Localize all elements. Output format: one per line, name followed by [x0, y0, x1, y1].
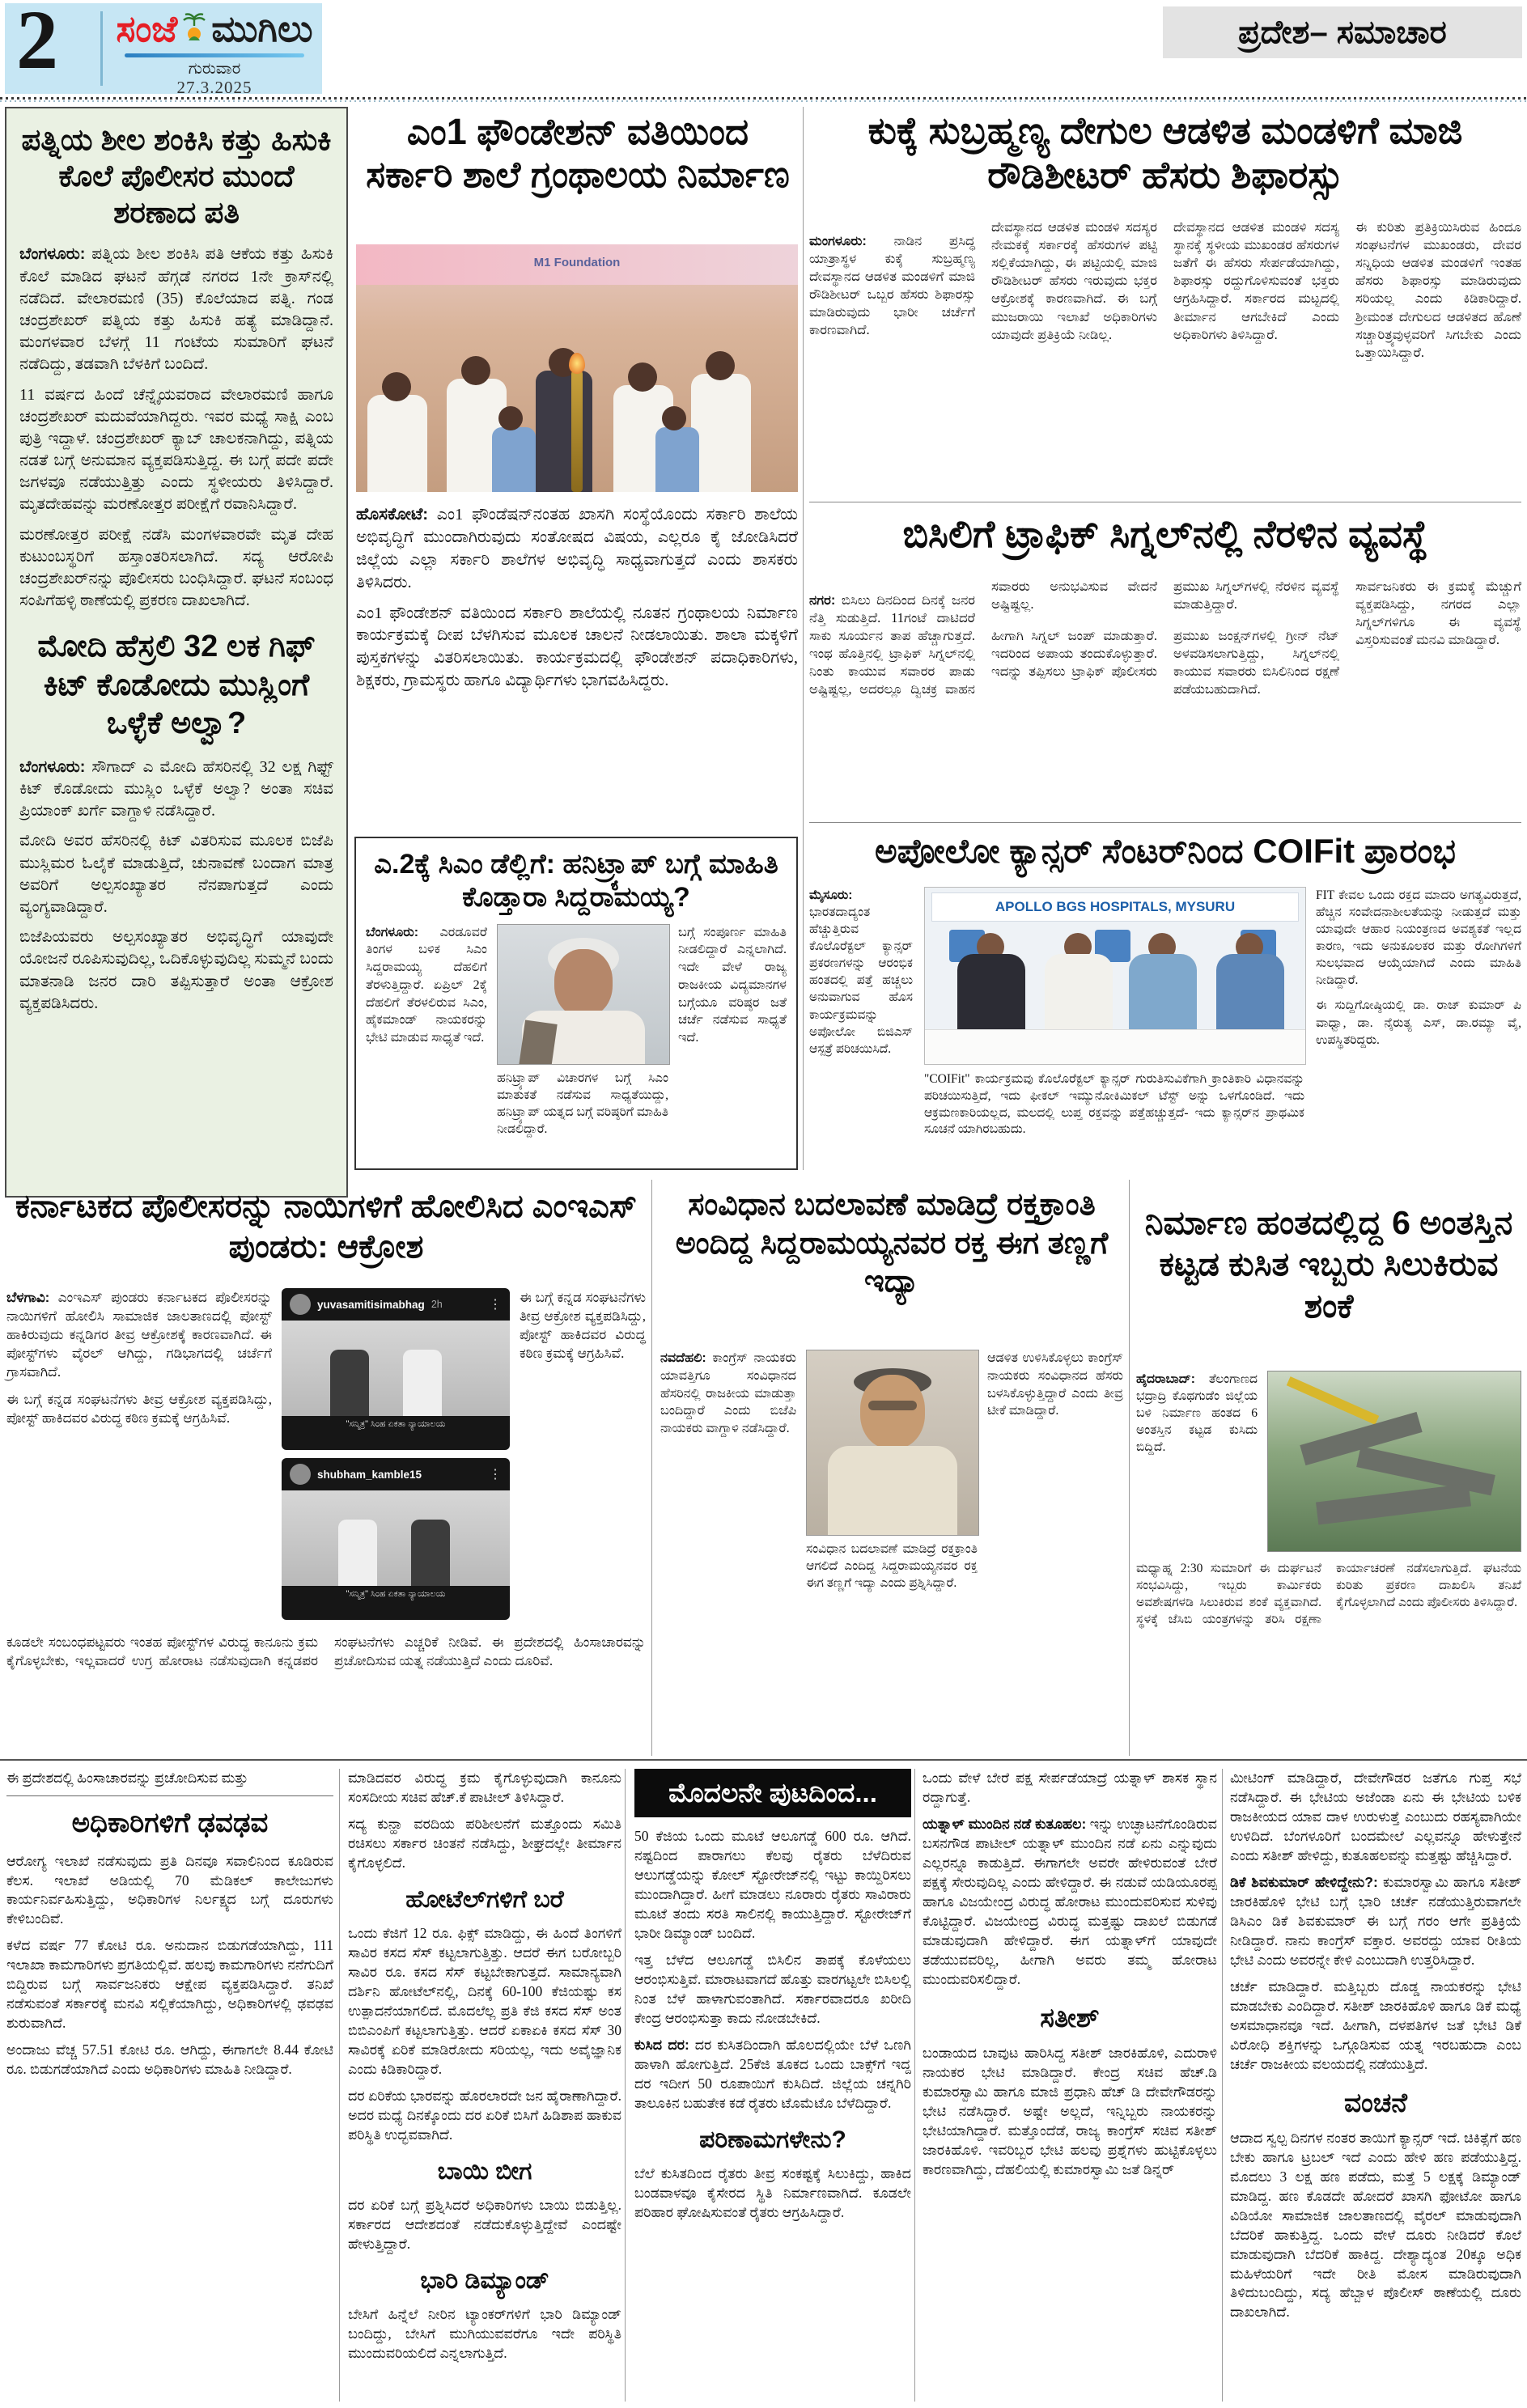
- event-photo: [356, 244, 798, 492]
- collapse-photo: [1267, 1371, 1521, 1552]
- body-wife-murder: [19, 244, 333, 612]
- article-apollo: [809, 887, 1521, 1170]
- paragraph: ಎಂ1 ಫೌಂಡೇಶನ್ ವತಿಯಿಂದ ಸರ್ಕಾರಿ ಶಾಲೆಯಲ್ಲಿ ನೂತನ ಗ್ರಂಥಾಲಯ ನಿರ್ಮಾಣ ಕಾರ್ಯಕ್ರಮಕ್ಕೆ ದೀಪ ಬೆಳಗಿಸುವ ಮೂಲಕ ಚಾಲನೆ ನೀಡಲಾಯಿತು. ಶಾಲಾ ಮಕ್ಕಳಿಗೆ ಪುಸ್ತಕಗಳನ್ನು ವಿತರಿಸಲಾಯಿತು. ಕಾರ್ಯಕ್ರಮದಲ್ಲಿ ಫೌಂಡೇಶನ್ ಪದಾಧಿಕಾರಿಗಳು, ಶಿಕ್ಷಕರು, ಗ್ರಾಮಸ್ಥರು ಹಾಗೂ ವಿದ್ಯಾರ್ಥಿಗಳು ಭಾಗವಹಿಸಿದ್ದರು.: [356, 604, 798, 690]
- palm-sun-logo-icon: [180, 9, 208, 51]
- person-head-shape: [706, 351, 735, 380]
- paragraph: ಮೋದಿ ಅವರ ಹೆಸರಿನಲ್ಲಿ ಕಿಟ್ ವಿತರಿಸುವ ಮೂಲಕ ಬಿಜೆಪಿ ಮುಸ್ಲಿಮರ ಓಲೈಕೆ ಮಾಡುತ್ತಿದೆ, ಚುನಾವಣೆ ಬಂದಾಗ ಮಾತ್ರ ಅವರಿಗೆ ಅಲ್ಪಸಂಖ್ಯಾತರ ನೆನಪಾಗುತ್ತದೆ ಎಂದು ವ್ಯಂಗ್ಯವಾಡಿದ್ದಾರೆ.: [19, 832, 333, 916]
- edition-date: 27.3.2025: [176, 78, 252, 97]
- cm-delhi-center-column: [497, 924, 668, 1138]
- photo-banner-strip: [356, 244, 798, 285]
- headline-officials: ಅಧಿಕಾರಿಗಳಿಗೆ ಢವಢವ: [71, 1807, 269, 1838]
- apollo-center-column: [924, 887, 1304, 1170]
- paragraph: ಸಂವಿಧಾನ ಬದಲಾವಣೆ ಮಾಡಿದ್ರೆ ರಕ್ತಕ್ರಾಂತಿ ಆಗಲಿದೆ ಎಂದಿದ್ದ ಸಿದ್ದರಾಮಯ್ಯನವರ ರಕ್ತ ಈಗ ತಣ್ಣಗೆ ಇದ್ಯಾ ಎಂದು ಪ್ರಶ್ನಿಸಿದ್ದಾರೆ.: [806, 1542, 978, 1591]
- paragraph: FIT ಕೇವಲ ಒಂದು ರಕ್ತದ ಮಾದರಿ ಅಗತ್ಯವಿರುತ್ತದೆ, ಹೆಚ್ಚಿನ ಸಂವೇದನಾಶೀಲತೆಯನ್ನು ನೀಡುತ್ತದೆ ಮತ್ತು ಯಾವುದೇ ಆಹಾರ ನಿಯಂತ್ರಣದ ಅವಶ್ಯಕತೆ ಇಲ್ಲದ ಕಾರಣ, ಇದು ಅನುಕೂಲಕರ ಮತ್ತು ರೋಗಿಗಳಿಗೆ ಸುಲಭವಾದ ಆಯ್ಕೆಯಾಗಿದೆ ಎಂದು ಮಾಹಿತಿ ನೀಡಿದ್ದಾರೆ.: [1316, 888, 1521, 988]
- column-rule: [651, 1180, 652, 1756]
- article-constitution: [660, 1350, 1123, 1753]
- carryover-text: ಮಾಡಿದವರ ವಿರುದ್ಧ ಕ್ರಮ ಕೈಗೊಳ್ಳುವುದಾಗಿ ಕಾನೂನು ಸಂಸದೀಯ ಸಚಿವ ಹೆಚ್.ಕೆ ಪಾಟೀಲ್ ತಿಳಿಸಿದ್ದಾರೆ.: [348, 1770, 621, 1805]
- person-shape: [367, 395, 427, 492]
- paragraph: ಭಾರತದಾದ್ಯಂತ ಹೆಚ್ಚುತ್ತಿರುವ ಕೊಲೊರೆಕ್ಟಲ್ ಕ್ಯಾನ್ಸರ್ ಪ್ರಕರಣಗಳನ್ನು ಆರಂಭಿಕ ಹಂತದಲ್ಲಿ ಪತ್ತೆ ಹಚ್ಚಲು ಅನುವಾಗುವ ಹೊಸ ಕಾರ್ಯಕ್ರಮವನ್ನು ಅಪೋಲೋ ಬಿಜಿಎಸ್ ಆಸ್ಪತ್ರೆ ಪರಿಚಯಿಸಿದೆ.: [809, 905, 913, 1056]
- page-number: 2: [16, 0, 58, 87]
- crane-arm-shape: [1287, 1376, 1380, 1425]
- avatar: [290, 1294, 311, 1315]
- mes-left-column: [6, 1288, 272, 1626]
- subhead-consequences: ಪರಿಣಾಮಗಳೇನು?: [699, 2126, 846, 2153]
- paragraph: ಮೀಟಿಂಗ್ ಮಾಡಿದ್ದಾರೆ, ದೇವೇಗೌಡರ ಜತೆಗೂ ಗುಪ್ತ ಸಭೆ ನಡೆಸಿದ್ದಾರೆ. ಈ ಭೇಟಿಯ ಅಜೆಂಡಾ ಏನು ಈ ಭೇಟಿಯ ಬಳಿಕ ರಾಜಕೀಯದ ಯಾವ ದಾಳ ಉರುಳುತ್ತೆ ಎಂಬುದು ರಹಸ್ಯವಾಗಿಯೇ ಉಳಿದಿದೆ. ಬೆಂಗಳೂರಿಗೆ ಬಂದಮೇಲೆ ಎಲ್ಲವನ್ನೂ ಹೇಳುತ್ತೇನೆ ಎಂದು ಸತೀಶ್ ಹೇಳಿದ್ದು, ಕುತೂಹಲವನ್ನು ಮತ್ತಷ್ಟು ಹೆಚ್ಚಿಸಿದ್ದಾರೆ.: [1230, 1770, 1521, 1863]
- paragraph: ಎಂ1 ಫೌಂಡೆಷನ್‌ನಂತಹ ಖಾಸಗಿ ಸಂಸ್ಥೆಯೊಂದು ಸರ್ಕಾರಿ ಶಾಲೆಯ ಅಭಿವೃದ್ಧಿಗೆ ಮುಂದಾಗಿರುವುದು ಸಂತೋಷದ ವಿಷಯ, ಎಲ್ಲರೂ ಕೈ ಜೋಡಿಸಿದರೆ ಜಿಲ್ಲೆಯ ಎಲ್ಲಾ ಸರ್ಕಾರಿ ಶಾಲೆಗಳ ಅಭಿವೃದ್ಧಿ ಸಾಧ್ಯವಾಗುತ್ತದೆ ಎಂದು ಶಾಸಕರು ತಿಳಿಸಿದರು.: [356, 506, 798, 591]
- column-rule: [1222, 1769, 1223, 2402]
- instagram-post-card: [282, 1458, 510, 1620]
- child-head-shape: [498, 406, 523, 430]
- paragraph: ಸದ್ಯ ಕುನ್ಹಾ ವರದಿಯ ಪರಿಶೀಲನೆಗೆ ಮತ್ತೊಂದು ಸಮಿತಿ ರಚಿಸಲು ಸರ್ಕಾರ ಚಿಂತನೆ ನಡೆಸಿದ್ದು, ಶೀಘ್ರದಲ್ಲೇ ತೀರ್ಮಾನ ಕೈಗೊಳ್ಳಲಿದೆ.: [348, 1815, 621, 1871]
- section-rule: [809, 822, 1521, 823]
- paragraph: ಈ ಬಗ್ಗೆ ಕನ್ನಡ ಸಂಘಟನೆಗಳು ತೀವ್ರ ಆಕ್ರೋಶ ವ್ಯಕ್ತಪಡಿಸಿದ್ದು, ಪೋಸ್ಟ್ ಹಾಕಿದವರ ವಿರುದ್ಧ ಕಠಿಣ ಕ್ರಮಕ್ಕೆ ಆಗ್ರಹಿಸಿವೆ.: [6, 1391, 272, 1426]
- person-head-shape: [628, 362, 657, 392]
- column-rule: [339, 1769, 340, 2402]
- constitution-left-column: [660, 1350, 796, 1753]
- paragraph: ನಾಡಿನ ಪ್ರಸಿದ್ಧ ಯಾತ್ರಾಸ್ಥಳ ಕುಕ್ಕೆ ಸುಬ್ರಹ್ಮಣ್ಯ ದೇವಸ್ಥಾನದ ಆಡಳಿತ ಮಂಡಳಿಗೆ ಮಾಜಿ ರೌಡಿಶೀಟರ್ ಒಬ್ಬರ ಹೆಸರು ಶಿಫಾರಸ್ಸು ಮಾಡಿರುವುದು ಭಾರೀ ಚರ್ಚೆಗೆ ಕಾರಣವಾಗಿದೆ.: [809, 232, 975, 338]
- dateline: ಮೈಸೂರು:: [809, 888, 853, 902]
- paragraph: ಬಿಸಿಲು ದಿನದಿಂದ ದಿನಕ್ಕೆ ಜನರ ನೆತ್ತಿ ಸುಡುತ್ತಿದೆ. 11ಗಂಟೆ ದಾಟಿದರೆ ಸಾಕು ಸೂರ್ಯನ ತಾಪ ಹೆಚ್ಚಾಗುತ್ತದೆ. ಇಂಥ ಹೊತ್ತಿನಲ್ಲಿ ಟ್ರಾಫಿಕ್ ಸಿಗ್ನಲ್‌ನಲ್ಲಿ ನಿಂತು ಕಾಯುವ ಸವಾರರ ಪಾಡು ಅಷ್ಟಿಷ್ಟಲ್ಲ, ಅದರಲ್ಲೂ ದ್ವಿಚಕ್ರ ವಾಹನ ಸವಾರರು ಅನುಭವಿಸುವ ವೇದನೆ ಅಷ್ಟಿಷ್ಟಲ್ಲ.: [809, 579, 1157, 697]
- dateline: ಬೆಂಗಳೂರು:: [19, 757, 86, 776]
- shape: [828, 1446, 957, 1535]
- dateline: ನಗರ:: [809, 592, 836, 608]
- bottom-col-cess: [348, 1769, 621, 2402]
- bottom-col-yatnal: [923, 1769, 1217, 2402]
- post-caption: "ಸನ್ಮಿತ್ರ" ಸಿಂಹ ಏಕತಾ ನ್ಯಾಯಾಲಯ: [346, 1589, 446, 1599]
- paragraph: ಎಂಇಎಸ್ ಪುಂಡರು ಕರ್ನಾಟಕದ ಪೊಲೀಸರನ್ನು ನಾಯಿಗಳಿಗೆ ಹೋಲಿಸಿ ಸಾಮಾಜಿಕ ಜಾಲತಾಣದಲ್ಲಿ ಪೋಸ್ಟ್ ಹಾಕಿರುವುದು ಕನ್ನಡಿಗರ ತೀವ್ರ ಆಕ್ರೋಶಕ್ಕೆ ಕಾರಣವಾಗಿದೆ. ಈ ಪೋಸ್ಟ್‌ಗಳು ವೈರಲ್ ಆಗಿದ್ದು, ಗಡಿಭಾಗದಲ್ಲಿ ಚರ್ಚೆಗೆ ಗ್ರಾಸವಾಗಿದೆ.: [6, 1290, 272, 1380]
- press-conference-photo: [924, 887, 1306, 1065]
- paragraph: ಬಿಜೆಪಿಯವರು ಅಲ್ಪಸಂಖ್ಯಾತರ ಅಭಿವೃದ್ಧಿಗೆ ಯಾವುದೇ ಯೋಜನೆ ರೂಪಿಸುವುದಿಲ್ಲ, ಒದಿಕೊಳ್ಳುವುದಿಲ್ಲ ಸುಮ್ಮನೆ ಬಂದು ಮಾತನಾಡಿ ಜನರ ದಾರಿ ತಪ್ಪಿಸುತ್ತಾರೆ ಅಂತಾ ಆಕ್ರೋಶ ವ್ಯಕ್ತಪಡಿಸಿದರು.: [19, 928, 333, 1012]
- paragraph: ಬಂಡಾಯದ ಬಾವುಟ ಹಾರಿಸಿದ್ದ ಸತೀಶ್ ಜಾರಕಿಹೊಳಿ, ಎದುರಾಳಿ ನಾಯಕರ ಭೇಟಿ ಮಾಡಿದ್ದಾರೆ. ಕೇಂದ್ರ ಸಚಿವ ಹೆಚ್.ಡಿ ಕುಮಾರಸ್ವಾಮಿ ಹಾಗೂ ಮಾಜಿ ಪ್ರಧಾನಿ ಹೆಚ್ ಡಿ ದೇವೇಗೌಡರನ್ನು ಭೇಟಿ ನಡೆಸಿದ್ದಾರೆ. ಅಷ್ಟೇ ಅಲ್ಲದೆ, ಇನ್ನಿಬ್ಬರು ನಾಯಕರನ್ನು ಭೇಟಿಯಾಗಿದ್ದಾರೆ. ಮತ್ತೊಂದೆಡೆ, ರಾಜ್ಯ ಕಾಂಗ್ರೆಸ್ ಸಚಿವ ಸತೀಶ್ ಜಾರಕಿಹೊಳಿ. ಇವರಿಬ್ಬರ ಭೇಟಿ ಹಲವು ಪ್ರಶ್ನೆಗಳು ಹುಟ್ಟಿಕೊಳ್ಳಲು ಕಾರಣವಾಗಿದ್ದು, ದೆಹಲಿಯಲ್ಲಿ ಕುಮಾರಸ್ವಾಮಿ ಜತೆ ಡಿನ್ನರ್: [923, 2044, 1217, 2177]
- post-caption: "ಸನ್ಮಿತ್ರ" ಸಿಂಹ ಏಕತಾ ನ್ಯಾಯಾಲಯ: [346, 1419, 446, 1429]
- bottom-col-frontpage: [634, 1769, 911, 2402]
- masthead-word-2: ಮುಗಿಲು: [211, 8, 313, 49]
- subhead-satish: ಸತೀಶ್: [1040, 2002, 1100, 2033]
- shape: [519, 1020, 557, 1065]
- bold-lead: ಡಿಕೆ ಶಿವಕುಮಾರ್ ಹೇಳಿದ್ದೇನು?:: [1230, 1873, 1378, 1890]
- paragraph: ಸಾರ್ವಜನಿಕರು ಈ ಕ್ರಮಕ್ಕೆ ಮೆಚ್ಚುಗೆ ವ್ಯಕ್ತಪಡಿಸಿದ್ದು, ನಗರದ ಎಲ್ಲಾ ಸಿಗ್ನಲ್‌ಗಳಿಗೂ ಈ ವ್ಯವಸ್ಥೆ ವಿಸ್ತರಿಸುವಂತೆ ಮನವಿ ಮಾಡಿದ್ದಾರೆ.: [1355, 579, 1521, 648]
- dateline: ಬೆಂಗಳೂರು:: [19, 245, 86, 264]
- subhead-silence: ಬಾಯಿ ಬೀಗ: [437, 2157, 532, 2185]
- lamp-flame-shape: [569, 353, 585, 374]
- person-shape: [338, 1520, 377, 1586]
- person-shape: [1216, 954, 1284, 1032]
- dateline: ಬೆಂಗಳೂರು:: [366, 925, 419, 939]
- paragraph: ಪತ್ನಿಯ ಶೀಲ ಶಂಕಿಸಿ ಪತಿ ಆಕೆಯ ಕತ್ತು ಹಿಸುಕಿ ಕೊಲೆ ಮಾಡಿದ ಘಟನೆ ಹೆಗ್ಗಡೆ ನಗರದ 1ನೇ ಕ್ರಾಸ್‌ನಲ್ಲಿ ನಡೆದಿದೆ. ವೇಲಾರಮಣಿ (35) ಕೊಲೆಯಾದ ಪತ್ನಿ. ಗಂಡ ಚಂದ್ರಶೇಖರ್ ಪತ್ನಿಯ ಕತ್ತು ಹಿಸುಕಿ ಹತ್ಯೆ ಮಾಡಿದ್ದಾನೆ. ಮಂಗಳವಾರ ಬೆಳಗ್ಗೆ 11 ಗಂಟೆಯ ಸುಮಾರಿಗೆ ಘಟನೆ ನಡೆದಿದ್ದು, ತಡವಾಗಿ ಬೆಳಕಿಗೆ ಬಂದಿದೆ.: [19, 245, 333, 374]
- edition-day: ಗುರುವಾರ: [188, 60, 241, 78]
- paragraph: ಹೀಗಾಗಿ ಸಿಗ್ನಲ್ ಜಂಪ್ ಮಾಡುತ್ತಾರೆ. ಇದರಿಂದ ಅಪಾಯ ತಂದುಕೊಳ್ಳುತ್ತಾರೆ. ಇದನ್ನು ತಪ್ಪಿಸಲು ಟ್ರಾಫಿಕ್ ಪೊಲೀಸರು ಪ್ರಮುಖ ಸಿಗ್ನಲ್‌ಗಳಲ್ಲಿ ನೆರಳಿನ ವ್ಯವಸ್ಥೆ ಮಾಡುತ್ತಿದ್ದಾರೆ.: [991, 579, 1339, 679]
- social-screenshots: [282, 1288, 510, 1626]
- masthead-divider: [100, 11, 103, 86]
- post-timestamp: 2h: [431, 1299, 443, 1310]
- dateline: ಮಂಗಳೂರು:: [809, 233, 867, 248]
- paragraph: ಒಂದು ಕೆಜಿಗೆ 12 ರೂ. ಫಿಕ್ಸ್ ಮಾಡಿದ್ದು, ಈ ಹಿಂದೆ ತಿಂಗಳಿಗೆ ಸಾವಿರ ಕಸದ ಸೆಸ್ ಕಟ್ಟಲಾಗುತ್ತಿತ್ತು. ಆದರೆ ಈಗ ಬರೋಬ್ಬರಿ ಸಾವಿರ ರೂ. ಕಸದ ಸೆಸ್ ಕಟ್ಟಬೇಕಾಗುತ್ತದೆ. ಸಾಮಾನ್ಯವಾಗಿ ದರ್ಶಿನಿ ಹೋಟೆಲ್‌ನಲ್ಲಿ, ದಿನಕ್ಕೆ 60-100 ಕೆಜಿಯಷ್ಟು ಕಸ ಉತ್ಪಾದನೆಯಾಗಲಿದೆ. ಮೊದಲೆಲ್ಲ ಪ್ರತಿ ಕೆಜಿ ಕಸದ ಸೆಸ್ ಅಂತ ಬಿಬಿಎಂಪಿಗೆ ಕಟ್ಟಲಾಗುತ್ತಿತ್ತು. ಆದರೆ ಏಕಾಏಕಿ ಕಸದ ಸೆಸ್ 30 ಸಾವಿರಕ್ಕೆ ಏರಿಕೆ ಮಾಡಿರೋದು ಸರಿಯಲ್ಲ, ಇದು ಅವೈಜ್ಞಾನಿಕ ಎಂದು ಕಿಡಿಕಾರಿದ್ದಾರೆ.: [348, 1924, 621, 2077]
- headline-modi-gift: ಮೋದಿ ಹೆಸ್ರಲಿ 32 ಲಕ ಗಿಫ್ ಕಿಟ್ ಕೊಡೋದು ಮುಸ್ಲಿಂಗೆ ಒಳ್ಳೆಕೆ ಅಲ್ವಾ?: [37, 630, 316, 741]
- apollo-right-column: [1316, 887, 1521, 1170]
- paragraph: ದರ ಏರಿಕೆ ಬಗ್ಗೆ ಪ್ರಶ್ನಿಸಿದರೆ ಅಧಿಕಾರಿಗಳು ಬಾಯಿ ಬಿಡುತ್ತಿಲ್ಲ. ಸರ್ಕಾರದ ಆದೇಶದಂತೆ ನಡೆದುಕೊಳ್ಳುತ್ತಿದ್ದೇವೆ ಎಂದಷ್ಟೇ ಹೇಳುತ್ತಿದ್ದಾರೆ.: [348, 2196, 621, 2252]
- paragraph: ಆರೋಗ್ಯ ಇಲಾಖೆ ನಡೆಸುವುದು ಪ್ರತಿ ದಿನವೂ ಸವಾಲಿನಿಂದ ಕೂಡಿರುವ ಕೆಲಸ. ಇಲಾಖೆ ಅಡಿಯಲ್ಲಿ 70 ಮೆಡಿಕಲ್ ಕಾಲೇಜುಗಳು ಕಾರ್ಯನಿರ್ವಹಿಸುತ್ತಿದ್ದು, ಅಧಿಕಾರಿಗಳ ನಿರ್ಲಕ್ಷ್ಯದ ಬಗ್ಗೆ ದೂರುಗಳು ಕೇಳಿಬಂದಿವೆ.: [6, 1852, 333, 1927]
- child-head-shape: [662, 406, 686, 430]
- carryover-text: ಈ ಪ್ರದೇಶದಲ್ಲಿ ಹಿಂಸಾಚಾರವನ್ನು ಪ್ರಚೋದಿಸುವ ಮತ್ತು: [6, 1770, 248, 1786]
- bottom-col-dk: [1230, 1769, 1521, 2402]
- paragraph: ಇತ್ತ ಬೆಳೆದ ಆಲೂಗಡ್ಡೆ ಬಿಸಿಲಿನ ತಾಪಕ್ಕೆ ಕೊಳೆಯಲು ಆರಂಭಿಸುತ್ತಿವೆ. ಮಾರಾಟವಾಗದೆ ಹೊತ್ತು ವಾರಗಟ್ಟಲೇ ಬಿಸಿಲಲ್ಲಿ ನಿಂತ ಬೆಳೆ ಹಾಳಾಗುವಂತಾಗಿದೆ. ಸರ್ಕಾರವಾದರೂ ಖರೀದಿ ಕೇಂದ್ರ ಆರಂಭಿಸುತ್ತಾ ಕಾದು ನೋಡಬೇಕಿದೆ.: [634, 1951, 911, 2026]
- siddaramaiah-photo: [497, 924, 670, 1065]
- building-left-column: [1136, 1371, 1258, 1552]
- photo-banner-text: M1 Foundation: [533, 256, 621, 269]
- headline-apollo: ಅಪೋಲೋ ಕ್ಯಾನ್ಸರ್ ಸೆಂಟರ್‌ನಿಂದ COIFit ಪ್ರಾರಂಭ: [875, 832, 1456, 870]
- table-shape: [925, 1029, 1305, 1064]
- constitution-center-column: [806, 1350, 978, 1753]
- body-modi-gift: [19, 757, 333, 1015]
- paragraph: ದರ ಏರಿಕೆಯ ಭಾರವನ್ನು ಹೊರಲಾರದೇ ಜನ ಹೈರಾಣಾಗಿದ್ದಾರೆ. ಅದರ ಮಧ್ಯೆ ದಿನಕ್ಕೊಂದು ದರ ಏರಿಕೆ ಬಿಸಿಗೆ ಹಿಡಿಶಾಪ ಹಾಕುವ ಪರಿಸ್ಥಿತಿ ಉದ್ಭವವಾಗಿದೆ.: [348, 2087, 621, 2143]
- paragraph: ಸೌಗಾದ್ ಎ ಮೋದಿ ಹೆಸರಿನಲ್ಲಿ 32 ಲಕ್ಷ ಗಿಫ್ಟ್ ಕಿಟ್ ಕೊಡೋದು ಮುಸ್ಲಿಂ ಒಳ್ಳೆಕೆ ಅಲ್ವಾ? ಅಂತಾ ಸಚಿವ ಪ್ರಿಯಾಂಕ್ ಖರ್ಗೆ ವಾಗ್ದಾಳಿ ನಡೆಸಿದ್ದಾರೆ.: [19, 757, 334, 820]
- masthead-logo: [108, 8, 320, 51]
- mes-bottom-text: ಕೂಡಲೇ ಸಂಬಂಧಪಟ್ಟವರು ಇಂತಹ ಪೋಸ್ಟ್‌ಗಳ ವಿರುದ್ಧ ಕಾನೂನು ಕ್ರಮ ಕೈಗೊಳ್ಳಬೇಕು, ಇಲ್ಲವಾದರೆ ಉಗ್ರ ಹೋರಾಟ ನಡೆಸುವುದಾಗಿ ಕನ್ನಡಪರ ಸಂಘಟನೆಗಳು ಎಚ್ಚರಿಕೆ ನೀಡಿವೆ. ಈ ಪ್ರದೇಶದಲ್ಲಿ ಹಿಂಸಾಚಾರವನ್ನು ಪ್ರಚೋದಿಸುವ ಯತ್ನ ನಡೆಯುತ್ತಿದೆ ಎಂದು ದೂರಿವೆ.: [6, 1634, 646, 1669]
- hospital-banner-text: APOLLO BGS HOSPITALS, MYSURU: [931, 892, 1299, 922]
- rule: [6, 1795, 333, 1796]
- building-bottom-text: ಮಧ್ಯಾಹ್ನ 2:30 ಸುಮಾರಿಗೆ ಈ ದುರ್ಘಟನೆ ಸಂಭವಿಸಿದ್ದು, ಇಬ್ಬರು ಕಾರ್ಮಿಕರು ಅವಶೇಷಗಳಡಿ ಸಿಲುಕಿರುವ ಶಂಕೆ ವ್ಯಕ್ತವಾಗಿದೆ. ಸ್ಥಳಕ್ಕೆ ಜೆಸಿಬಿ ಯಂತ್ರಗಳನ್ನು ತರಿಸಿ ರಕ್ಷಣಾ ಕಾರ್ಯಾಚರಣೆ ನಡೆಸಲಾಗುತ್ತಿದೆ. ಘಟನೆಯ ಕುರಿತು ಪ್ರಕರಣ ದಾಖಲಿಸಿ ತನಿಖೆ ಕೈಗೊಳ್ಳಲಾಗಿದೆ ಎಂದು ಪೊಲೀಸರು ತಿಳಿಸಿದ್ದಾರೆ.: [1136, 1562, 1521, 1627]
- child-shape: [655, 427, 699, 492]
- shape: [554, 949, 613, 1017]
- apollo-caption: "COIFit" ಕಾರ್ಯಕ್ರಮವು ಕೊಲೊರೆಕ್ಟಲ್ ಕ್ಯಾನ್ಸರ್ ಗುರುತಿಸುವಿಕೆಗಾಗಿ ಕ್ರಾಂತಿಕಾರಿ ವಿಧಾನವನ್ನು ಪರಿಚಯಿಸುತ್ತಿದೆ, ಇದು ಫೀಕಲ್ ಇಮ್ಯುನೋಕಿಮಿಕಲ್ ಟೆಸ್ಟ್ ಅನ್ನು ಒಳಗೊಂಡಿದೆ. ಇದು ಆಕ್ರಮಣಕಾರಿಯಲ್ಲದ, ಮಲದಲ್ಲಿ ಲುಪ್ತ ರಕ್ತವನ್ನು ಪತ್ತೆಹಚ್ಚುತ್ತದೆ- ಇದು ಕ್ಯಾನ್ಸರ್‌ನ ಪ್ರಾಥಮಿಕ ಸೂಚನೆ ಯಾಗಿರಬಹುದು.: [924, 1072, 1304, 1137]
- politician-photo: [806, 1350, 979, 1536]
- mes-right-column: ಈ ಬಗ್ಗೆ ಕನ್ನಡ ಸಂಘಟನೆಗಳು ತೀವ್ರ ಆಕ್ರೋಶ ವ್ಯಕ್ತಪಡಿಸಿದ್ದು, ಪೋಸ್ಟ್ ಹಾಕಿದವರ ವಿರುದ್ಧ ಕಠಿಣ ಕ್ರಮಕ್ಕೆ ಆಗ್ರಹಿಸಿವೆ.: [520, 1290, 646, 1362]
- paragraph: ಎರಡೂವರೆ ತಿಂಗಳ ಬಳಿಕ ಸಿಎಂ ಸಿದ್ದರಾಮಯ್ಯ ದೆಹಲಿಗೆ ತೆರಳುತ್ತಿದ್ದಾರೆ. ಏಪ್ರಿಲ್ 2ಕ್ಕೆ ದೆಹಲಿಗೆ ತೆರಳಲಿರುವ ಸಿಎಂ, ಹೈಕಮಾಂಡ್ ನಾಯಕರನ್ನು ಭೇಟಿ ಮಾಡುವ ಸಾಧ್ಯತೆ ಇದೆ.: [366, 925, 487, 1045]
- subhead-demand: ಭಾರಿ ಡಿಮ್ಯಾಂಡ್: [420, 2266, 549, 2294]
- section-label: ಪ್ರದೇಶ– ಸಮಾಚಾರ: [1163, 6, 1522, 58]
- headline-m1-library: ಎಂ1 ಫೌಂಡೇಶನ್ ವತಿಯಿಂದ ಸರ್ಕಾರಿ ಶಾಲೆ ಗ್ರಂಥಾಲಯ ನಿರ್ಮಾಣ: [366, 111, 790, 196]
- headline-wife-murder: ಪತ್ನಿಯ ಶೀಲ ಶಂಕಿಸಿ ಕತ್ತು ಹಿಸುಕಿ ಕೊಲೆ ಪೊಲೀಸರ ಮುಂದೆ ಶರಣಾದ ಪತಿ: [21, 123, 332, 230]
- paragraph: ಕುಮಾರಸ್ವಾಮಿ ಹಾಗೂ ಸತೀಶ್ ಜಾರಕಿಹೊಳಿ ಭೇಟಿ ಬಗ್ಗೆ ಭಾರಿ ಚರ್ಚೆ ನಡೆಯುತ್ತಿರುವಾಗಲೇ ಡಿಸಿಎಂ ಡಿಕೆ ಶಿವಕುಮಾರ್ ಈ ಬಗ್ಗೆ ಗರಂ ಆಗೇ ಪ್ರತಿಕ್ರಿಯೆ ನೀಡಿದ್ದಾರೆ. ನಾನು ಕಾಂಗ್ರೆಸ್ ವಕ್ತಾರ. ಅವರದ್ದು ಯಾವ ರೀತಿಯ ಭೇಟಿ ಎಂದು ಅವರನ್ನೇ ಕೇಳಿ ಎಂಬುದಾಗಿ ಉತ್ತರಿಸಿದ್ದಾರೆ.: [1230, 1873, 1521, 1968]
- post-username: yuvasamitisimabhag: [317, 1298, 425, 1311]
- headline-cm-delhi: ಎ.2ಕ್ಕೆ ಸಿಎಂ ಡೆಲ್ಲಿಗೆ: ಹನಿಟ್ರ್ಯಾಪ್ ಬಗ್ಗೆ ಮಾಹಿತಿ ಕೊಡ್ತಾರಾ ಸಿದ್ದರಾಮಯ್ಯ?: [374, 849, 778, 913]
- instagram-post-card: [282, 1288, 510, 1450]
- headline-constitution: ಸಂವಿಧಾನ ಬದಲಾವಣೆ ಮಾಡಿದ್ರೆ ರಕ್ತಕ್ರಾಂತಿ ಅಂದಿದ್ದ ಸಿದ್ದರಾಮಯ್ಯನವರ ರಕ್ತ ಈಗ ತಣ್ಣಗೆ ಇದ್ಯಾ: [675, 1188, 1109, 1299]
- person-shape: [1045, 954, 1113, 1032]
- band-rule: [0, 1759, 1527, 1761]
- masthead-word-1: ಸಂಜೆ: [116, 8, 178, 49]
- person-shape: [411, 1520, 450, 1586]
- headline-traffic: ಬಿಸಿಲಿಗೆ ಟ್ರಾಫಿಕ್ ಸಿಗ್ನಲ್‌ನಲ್ಲಿ ನೆರಳಿನ ವ್ಯವಸ್ಥೆ: [902, 512, 1428, 555]
- headline-kukke: ಕುಕ್ಕೆ ಸುಬ್ರಹ್ಮಣ್ಯ ದೇಗುಲ ಆಡಳಿತ ಮಂಡಳಿಗೆ ಮಾಜಿ ರೌಡಿಶೀಟರ್ ಹೆಸರು ಶಿಫಾರಸ್ಸು: [867, 109, 1463, 197]
- glasses-shape: [868, 1401, 917, 1410]
- more-options-icon: ⋮: [489, 1468, 502, 1482]
- constitution-right-column: ಆಡಳಿತ ಉಳಿಸಿಕೊಳ್ಳಲು ಕಾಂಗ್ರೆಸ್ ನಾಯಕರು ಸಂವಿಧಾನದ ಹೆಸರು ಬಳಸಿಕೊಳ್ಳುತ್ತಿದ್ದಾರೆ ಎಂದು ತೀವ್ರ ಟೀಕೆ ಮಾಡಿದ್ದಾರೆ.: [987, 1351, 1123, 1418]
- column-rule: [1129, 1180, 1130, 1756]
- article-wife-murder: [5, 107, 348, 1198]
- body-traffic: [809, 578, 1521, 817]
- paragraph: ದೇವಸ್ಥಾನದ ಆಡಳಿತ ಮಂಡಳಿ ಸದಸ್ಯರ ನೇಮಕಕ್ಕೆ ಸರ್ಕಾರಕ್ಕೆ ಹೆಸರುಗಳ ಪಟ್ಟಿ ಸಲ್ಲಿಕೆಯಾಗಿದ್ದು, ಈ ಪಟ್ಟಿಯಲ್ಲಿ ಮಾಜಿ ರೌಡಿಶೀಟರ್ ಹೆಸರು ಇರುವುದು ಭಕ್ತರ ಆಕ್ರೋಶಕ್ಕೆ ಕಾರಣವಾಗಿದೆ. ಈ ಬಗ್ಗೆ ಮುಜರಾಯಿ ಇಲಾಖೆ ಅಧಿಕಾರಿಗಳು ಯಾವುದೇ ಪ್ರತಿಕ್ರಿಯೆ ನೀಡಿಲ್ಲ.: [991, 219, 1157, 342]
- bold-lead: ಕುಸಿದ ದರ:: [634, 2036, 689, 2053]
- paragraph: ದೇವಸ್ಥಾನದ ಆಡಳಿತ ಮಂಡಳಿ ಸದಸ್ಯ ಸ್ಥಾನಕ್ಕೆ ಸ್ಥಳೀಯ ಮುಖಂಡರ ಹೆಸರುಗಳ ಜತೆಗೆ ಈ ಹೆಸರು ಸೇರ್ಪಡೆಯಾಗಿದ್ದು, ಶಿಫಾರಸ್ಸು ರದ್ದುಗೊಳಿಸುವಂತೆ ಭಕ್ತರು ಆಗ್ರಹಿಸಿದ್ದಾರೆ. ಸರ್ಕಾರದ ಮಟ್ಟದಲ್ಲಿ ತೀರ್ಮಾನ ಆಗಬೇಕಿದೆ ಎಂದು ಅಧಿಕಾರಿಗಳು ತಿಳಿಸಿದ್ದಾರೆ.: [1173, 219, 1339, 342]
- apollo-left-column: [809, 887, 913, 1170]
- paragraph: 50 ಕೆಜಿಯ ಒಂದು ಮೂಟೆ ಆಲೂಗಡ್ಡೆ 600 ರೂ. ಆಗಿದೆ. ನಷ್ಟದಿಂದ ಪಾರಾಗಲು ಕೆಲವು ರೈತರು ಬೆಳೆದಿರುವ ಆಲುಗಡ್ಡೆಯನ್ನು ಕೋಲ್ ಸ್ಟೋರೇಜ್‌ನಲ್ಲಿ ಇಟ್ಟು ಕಾಯ್ದಿರಿಸಲು ಮುಂದಾಗಿದ್ದಾರೆ. ಹೀಗೆ ಮಾಡಲು ನೂರಾರು ರೈತರು ಸಾವಿರಾರು ಮೂಟೆ ತಂದು ಸರತಿ ಸಾಲಿನಲ್ಲಿ ಕಾಯುತ್ತಿದ್ದಾರೆ. ಸ್ಟೋರೇಜ್‌ಗೆ ಭಾರೀ ಡಿಮ್ಯಾಂಡ್ ಬಂದಿದೆ.: [634, 1828, 911, 1941]
- article-building-collapse: [1136, 1371, 1521, 1552]
- cm-delhi-left-column: [366, 924, 487, 1138]
- paragraph: ಬೆಲೆ ಕುಸಿತದಿಂದ ರೈತರು ತೀವ್ರ ಸಂಕಷ್ಟಕ್ಕೆ ಸಿಲುಕಿದ್ದು, ಹಾಕಿದ ಬಂಡವಾಳವೂ ಕೈಸೇರದ ಸ್ಥಿತಿ ನಿರ್ಮಾಣವಾಗಿದೆ. ಕೂಡಲೇ ಪರಿಹಾರ ಘೋಷಿಸುವಂತೆ ರೈತರು ಆಗ್ರಹಿಸಿದ್ದಾರೆ.: [634, 2164, 911, 2220]
- continued-from-page-one-banner: ಮೊದಲನೇ ಪುಟದಿಂದ...: [634, 1769, 911, 1817]
- paragraph: 11 ವರ್ಷದ ಹಿಂದೆ ಚೆನ್ನೈಯವರಾದ ವೇಲಾರಮಣಿ ಹಾಗೂ ಚಂದ್ರಶೇಖರ್ ಮದುವೆಯಾಗಿದ್ದರು. ಇವರ ಮಧ್ಯೆ ಸಾಕ್ಷಿ ಎಂಬ ಪುತ್ರಿ ಇದ್ದಾಳೆ. ಚಂದ್ರಶೇಖರ್ ಕ್ಯಾಬ್ ಚಾಲಕನಾಗಿದ್ದು, ಪತ್ನಿಯ ನಡತೆ ಬಗ್ಗೆ ಅನುಮಾನ ವ್ಯಕ್ತಪಡಿಸುತ್ತಿದ್ದ. ಈ ಬಗ್ಗೆ ಪದೇ ಪದೇ ಜಗಳವೂ ನಡೆಯುತ್ತಿತ್ತು ಎಂದು ಸ್ಥಳೀಯರು ತಿಳಿಸಿದ್ದಾರೆ. ಮೃತದೇಹವನ್ನು ಮರಣೋತ್ತರ ಪರೀಕ್ಷೆಗೆ ರವಾನಿಸಿದ್ದಾರೆ.: [19, 385, 333, 514]
- person-shape: [330, 1350, 369, 1416]
- post-header: [282, 1288, 510, 1321]
- person-head-shape: [461, 356, 490, 385]
- headline-mes-police: ಕರ್ನಾಟಕದ ಪೊಲೀಸರನ್ನು ನಾಯಿಗಳಿಗೆ ಹೋಲಿಸಿದ ಎಂಇಎಸ್ ಪುಂಡರು: ಆಕ್ರೋಶ: [15, 1189, 638, 1265]
- masthead-panel: [5, 0, 322, 97]
- headline-building-collapse: ನಿರ್ಮಾಣ ಹಂತದಲ್ಲಿದ್ದ 6 ಅಂತಸ್ತಿನ ಕಟ್ಟಡ ಕುಸಿತ ಇಬ್ಬರು ಸಿಲುಕಿರುವ ಶಂಕೆ: [1144, 1204, 1513, 1325]
- shape: [860, 1375, 925, 1449]
- paragraph: ಮರಣೋತ್ತರ ಪರೀಕ್ಷೆ ನಡೆಸಿ ಮಂಗಳವಾರವೇ ಮೃತ ದೇಹ ಕುಟುಂಬಸ್ಥರಿಗೆ ಹಸ್ತಾಂತರಿಸಲಾಗಿದೆ. ಸದ್ಯ ಆರೋಪಿ ಚಂದ್ರಶೇಖರ್‌ನನ್ನು ಪೊಲೀಸರು ಬಂಧಿಸಿದ್ದಾರೆ. ಘಟನೆ ಸಂಬಂಧ ಸಂಪಿಗೆಹಳ್ಳಿ ಠಾಣೆಯಲ್ಲಿ ಪ್ರಕರಣ ದಾಖಲಾಗಿದೆ.: [19, 525, 333, 610]
- paragraph: ದರ ಕುಸಿತದಿಂದಾಗಿ ಹೊಲದಲ್ಲಿಯೇ ಬೆಳೆ ಒಣಗಿ ಹಾಳಾಗಿ ಹೋಗುತ್ತಿದೆ. 25ಕೆಜಿ ತೂಕದ ಒಂದು ಬಾಕ್ಸ್‌ಗೆ ಇದ್ದ ದರ ಇದೀಗ 50 ರೂಪಾಯಿಗೆ ಕುಸಿದಿದೆ. ಜಿಲ್ಲೆಯ ಚನ್ನಗಿರಿ ತಾಲೂಕಿನ ಬಹುತೇಕ ಕಡೆ ರೈತರು ಟೊಮೆಟೊ ಬೆಳೆದಿದ್ದಾರೆ.: [634, 2036, 911, 2111]
- column-rule: [803, 107, 804, 1170]
- article-mes-police: [6, 1288, 646, 1626]
- paragraph: ಪ್ರಮುಖ ಜಂಕ್ಷನ್‌ಗಳಲ್ಲಿ ಗ್ರೀನ್ ನೆಟ್ ಅಳವಡಿಸಲಾಗುತ್ತಿದ್ದು, ಸಿಗ್ನಲ್‌ನಲ್ಲಿ ಕಾಯುವ ಸವಾರರು ಬಿಸಿಲಿನಿಂದ ರಕ್ಷಣೆ ಪಡೆಯಬಹುದಾಗಿದೆ.: [1173, 627, 1339, 697]
- oil-lamp-shape: [571, 371, 583, 492]
- masthead-underline: [125, 53, 304, 57]
- dateline: ಬೆಳಗಾವಿ:: [6, 1290, 50, 1305]
- bold-lead: ಯತ್ನಾಳ್ ಮುಂದಿನ ನಡೆ ಕುತೂಹಲ:: [923, 1815, 1087, 1832]
- dateline: ಹೈದರಾಬಾದ್:: [1136, 1372, 1195, 1386]
- debris-shape: [1316, 1484, 1471, 1525]
- paragraph: ಆದಾದ ಸ್ವಲ್ಪ ದಿನಗಳ ನಂತರ ತಾಯಿಗೆ ಕ್ಯಾನ್ಸರ್ ಇದೆ. ಚಿಕಿತ್ಸೆಗೆ ಹಣ ಬೇಕು ಹಾಗೂ ಟ್ರಬಲ್ ಇದೆ ಎಂದು ಹೇಳಿ ಹಣ ಪಡೆಯುತ್ತಿದ್ದ. ಮೊದಲು 3 ಲಕ್ಷ ಹಣ ಪಡೆದು, ಮತ್ತೆ 5 ಲಕ್ಷಕ್ಕೆ ಡಿಮ್ಯಾಂಡ್ ಮಾಡಿದ್ದ. ಹಣ ಕೊಡದೇ ಹೋದರೆ ಖಾಸಗಿ ಫೋಟೋ ಹಾಗೂ ವಿಡಿಯೋ ಸಾಮಾಜಿಕ ಜಾಲತಾಣದಲ್ಲಿ ವೈರಲ್ ಮಾಡುವುದಾಗಿ ಬೆದರಿಕೆ ಹಾಕುತ್ತಿದ್ದ. ಒಂದು ವೇಳೆ ದೂರು ನೀಡಿದರೆ ಕೊಲೆ ಮಾಡುವುದಾಗಿ ಬೆದರಿಕೆ ಹಾಕಿದ್ದ. ದೇಶ್ಯಾದ್ಯಂತ 20ಕ್ಕೂ ಅಧಿಕ ಮಹಿಳೆಯರಿಗೆ ಇದೇ ರೀತಿ ಮೋಸ ಮಾಡಿರುವುದಾಗಿ ತಿಳಿದುಬಂದಿದ್ದು, ಸದ್ಯ ಹೆಬ್ಬಾಳ ಪೊಲೀಸ್ ಠಾಣೆಯಲ್ಲಿ ದೂರು ದಾಖಲಾಗಿದೆ.: [1230, 2129, 1521, 2321]
- paragraph: ತೆಲಂಗಾಣದ ಭದ್ರಾದ್ರಿ ಕೊಥಗುಡೆಂ ಜಿಲ್ಲೆಯ ಬಳಿ ನಿರ್ಮಾಣ ಹಂತದ 6 ಅಂತಸ್ತಿನ ಕಟ್ಟಡ ಕುಸಿದು ಬಿದ್ದಿದೆ.: [1136, 1372, 1258, 1455]
- post-image: [282, 1490, 510, 1586]
- body-m1-library: [356, 503, 798, 827]
- article-cm-delhi: [354, 837, 798, 1170]
- header-rule: [0, 97, 1527, 102]
- person-shape: [536, 371, 592, 492]
- post-header: [282, 1458, 510, 1490]
- avatar: [290, 1464, 311, 1485]
- post-image: [282, 1321, 510, 1416]
- subhead-hotels: ಹೋಟೆಲ್‌ಗಳಿಗೆ ಬರೆ: [405, 1885, 564, 1913]
- paragraph: ಕಳೆದ ವರ್ಷ 77 ಕೋಟಿ ರೂ. ಅನುದಾನ ಬಿಡುಗಡೆಯಾಗಿದ್ದು, 111 ಇಲಾಖಾ ಕಾಮಗಾರಿಗಳು ಪ್ರಗತಿಯಲ್ಲಿವೆ. ಹಲವು ಕಾಮಗಾರಿಗಳು ನನೆಗುದಿಗೆ ಬಿದ್ದಿರುವ ಬಗ್ಗೆ ಸಾರ್ವಜನಿಕರು ಆಕ್ಷೇಪ ವ್ಯಕ್ತಪಡಿಸಿದ್ದಾರೆ. ತನಿಖೆ ನಡೆಸುವಂತೆ ಸರ್ಕಾರಕ್ಕೆ ಮನವಿ ಸಲ್ಲಿಕೆಯಾಗಿದ್ದು, ಅಧಿಕಾರಿಗಳಲ್ಲಿ ಢವಢವ ಶುರುವಾಗಿದೆ.: [6, 1937, 333, 2032]
- person-shape: [691, 374, 751, 492]
- person-head-shape: [382, 372, 411, 401]
- paragraph: ಈ ಕುರಿತು ಪ್ರತಿಕ್ರಿಯಿಸಿರುವ ಹಿಂದೂ ಸಂಘಟನೆಗಳ ಮುಖಂಡರು, ದೇವರ ಸನ್ನಿಧಿಯ ಆಡಳಿತ ಮಂಡಳಿಗೆ ಇಂತಹ ಹೆಸರು ಶಿಫಾರಸ್ಸು ಮಾಡಿರುವುದು ಸರಿಯಲ್ಲ ಎಂದು ಕಿಡಿಕಾರಿದ್ದಾರೆ. ಶ್ರೀಮಂತ ದೇಗುಲದ ಆಡಳಿತದ ಹೊಣೆ ಸಚ್ಚಾರಿತ್ರ್ಯವುಳ್ಳವರಿಗೆ ಸಿಗಬೇಕು ಎಂದು ಒತ್ತಾಯಿಸಿದ್ದಾರೆ.: [1355, 219, 1521, 360]
- person-shape: [1129, 954, 1197, 1032]
- child-shape: [492, 427, 536, 492]
- bottom-col-officials: [6, 1769, 333, 2402]
- paragraph: ಬೇಸಿಗೆ ಹಿನ್ನೆಲೆ ನೀರಿನ ಟ್ಯಾಂಕರ್‌ಗಳಿಗೆ ಭಾರಿ ಡಿಮ್ಯಾಂಡ್ ಬಂದಿದ್ದು, ಬೇಸಿಗೆ ಮುಗಿಯುವವರೆಗೂ ಇದೇ ಪರಿಸ್ಥಿತಿ ಮುಂದುವರಿಯಲಿದೆ ಎನ್ನಲಾಗುತ್ತಿದೆ.: [348, 2305, 621, 2361]
- dateline: ಹೊಸಕೋಟೆ:: [356, 505, 429, 524]
- more-options-icon: ⋮: [489, 1298, 502, 1312]
- person-shape: [957, 954, 1025, 1032]
- paragraph: ಅಂದಾಜು ವೆಚ್ಚ 57.51 ಕೋಟಿ ರೂ. ಆಗಿದ್ದು, ಈಗಾಗಲೇ 8.44 ಕೋಟಿ ರೂ. ಬಿಡುಗಡೆಯಾಗಿದೆ ಎಂದು ಅಧಿಕಾರಿಗಳು ಮಾಹಿತಿ ನೀಡಿದ್ದಾರೆ.: [6, 2041, 333, 2078]
- column-rule: [914, 1769, 915, 2402]
- dateline: ನವದೆಹಲಿ:: [660, 1351, 706, 1365]
- paragraph: ಇನ್ನು ಉಚ್ಛಾಟನೆಗೊಂಡಿರುವ ಬಸನಗೌಡ ಪಾಟೀಲ್ ಯತ್ನಾಳ್ ಮುಂದಿನ ನಡೆ ಏನು ಎನ್ನುವುದು ಎಲ್ಲರನ್ನೂ ಕಾಡುತ್ತಿದೆ. ಈಗಾಗಲೇ ಅವರೇ ಹೇಳಿರುವಂತೆ ಬೇರೆ ಪಕ್ಷಕ್ಕೆ ಸೇರುವುದಿಲ್ಲ ಎಂದು ಹೇಳಿದ್ದಾರೆ. ಈ ನಡುವೆ ಯಡಿಯೂರಪ್ಪ ಹಾಗೂ ವಿಜಯೇಂದ್ರ ವಿರುದ್ಧ ಹೋರಾಟ ಮುಂದುವರಿಸುವ ಸುಳಿವು ಕೊಟ್ಟಿದ್ದಾರೆ. ವಿಜಯೇಂದ್ರ ವಿರುದ್ಧ ಮತ್ತಷ್ಟು ದಾಖಲೆ ಬಿಡುಗಡೆ ಮಾಡುವುದಾಗಿ ಹೇಳಿದ್ದಾರೆ. ಈಗ ಯತ್ನಾಳ್‌ಗೆ ಯಾವುದೇ ತಡೆಯುವವರಿಲ್ಲ, ಹೀಗಾಗಿ ಅವರು ತಮ್ಮ ಹೋರಾಟ ಮುಂದುವರಿಸಲಿದ್ದಾರೆ.: [923, 1815, 1217, 1987]
- body-kukke: [809, 218, 1521, 497]
- paragraph: ಕಾಂಗ್ರೆಸ್ ನಾಯಕರು ಯಾವತ್ತಿಗೂ ಸಂವಿಧಾನದ ಹೆಸರಿನಲ್ಲಿ ರಾಜಕೀಯ ಮಾಡುತ್ತಾ ಬಂದಿದ್ದಾರೆ ಎಂದು ಬಿಜೆಪಿ ನಾಯಕರು ವಾಗ್ದಾಳಿ ನಡೆಸಿದ್ದಾರೆ.: [660, 1351, 796, 1435]
- cm-delhi-right-column: ಬಗ್ಗೆ ಸಂಪೂರ್ಣ ಮಾಹಿತಿ ನೀಡಲಿದ್ದಾರೆ ಎನ್ನಲಾಗಿದೆ. ಇದೇ ವೇಳೆ ರಾಜ್ಯ ರಾಜಕೀಯ ವಿದ್ಯಮಾನಗಳ ಬಗ್ಗೆಯೂ ವರಿಷ್ಠರ ಜತೆ ಚರ್ಚೆ ನಡೆಸುವ ಸಾಧ್ಯತೆ ಇದೆ.: [678, 925, 787, 1045]
- subhead-fraud: ವಂಚನೆ: [1343, 2087, 1407, 2118]
- post-username: shubham_kamble15: [317, 1468, 422, 1481]
- carryover-text: ಒಂದು ವೇಳೆ ಬೇರೆ ಪಕ್ಷ ಸೇರ್ಪಡೆಯಾದ್ರೆ ಯತ್ನಾಳ್ ಶಾಸಕ ಸ್ಥಾನ ರದ್ದಾಗುತ್ತೆ.: [923, 1770, 1217, 1805]
- paragraph: ಈ ಸುದ್ದಿಗೋಷ್ಠಿಯಲ್ಲಿ ಡಾ. ರಾಜ್ ಕುಮಾರ್ ಪಿ ವಾಧ್ವಾ, ಡಾ. ನೈರುತ್ಯ ಎಸ್, ಡಾ.ರಮ್ಯಾ ವೈ, ಉಪಸ್ಥಿತರಿದ್ದರು.: [1316, 998, 1521, 1047]
- paragraph: ಚರ್ಚೆ ಮಾಡಿದ್ದಾರೆ. ಮತ್ತಿಬ್ಬರು ದೊಡ್ಡ ನಾಯಕರನ್ನು ಭೇಟಿ ಮಾಡಬೇಕು ಎಂದಿದ್ದಾರೆ. ಸತೀಶ್ ಜಾರಕಿಹೊಳಿ ಹಾಗೂ ಡಿಕೆ ಮಧ್ಯೆ ಅಸಮಾಧಾನವೂ ಇದೆ. ಹೀಗಾಗಿ, ದಳಪತಿಗಳ ಜತೆ ಭೇಟಿ ಡಿಕೆ ವಿರೋಧಿ ಶಕ್ತಿಗಳನ್ನು ಒಗ್ಗೂಡಿಸುವ ಯತ್ನ ಇರಬಹುದಾ ಎಂಬ ಚರ್ಚೆ ರಾಜಕೀಯ ವಲಯದಲ್ಲಿ ನಡೆಯುತ್ತಿದೆ.: [1230, 1978, 1521, 2072]
- paragraph: ಹನಿಟ್ರ್ಯಾಪ್ ವಿಚಾರಗಳ ಬಗ್ಗೆ ಸಿಎಂ ಮಾತುಕತೆ ನಡೆಸುವ ಸಾಧ್ಯತೆಯಿದ್ದು, ಹನಿಟ್ರ್ಯಾಪ್ ಯತ್ನದ ಬಗ್ಗೆ ವರಿಷ್ಠರಿಗೆ ಮಾಹಿತಿ ನೀಡಲಿದ್ದಾರೆ.: [497, 1070, 668, 1136]
- column-rule: [625, 1769, 626, 2402]
- person-shape: [403, 1350, 442, 1416]
